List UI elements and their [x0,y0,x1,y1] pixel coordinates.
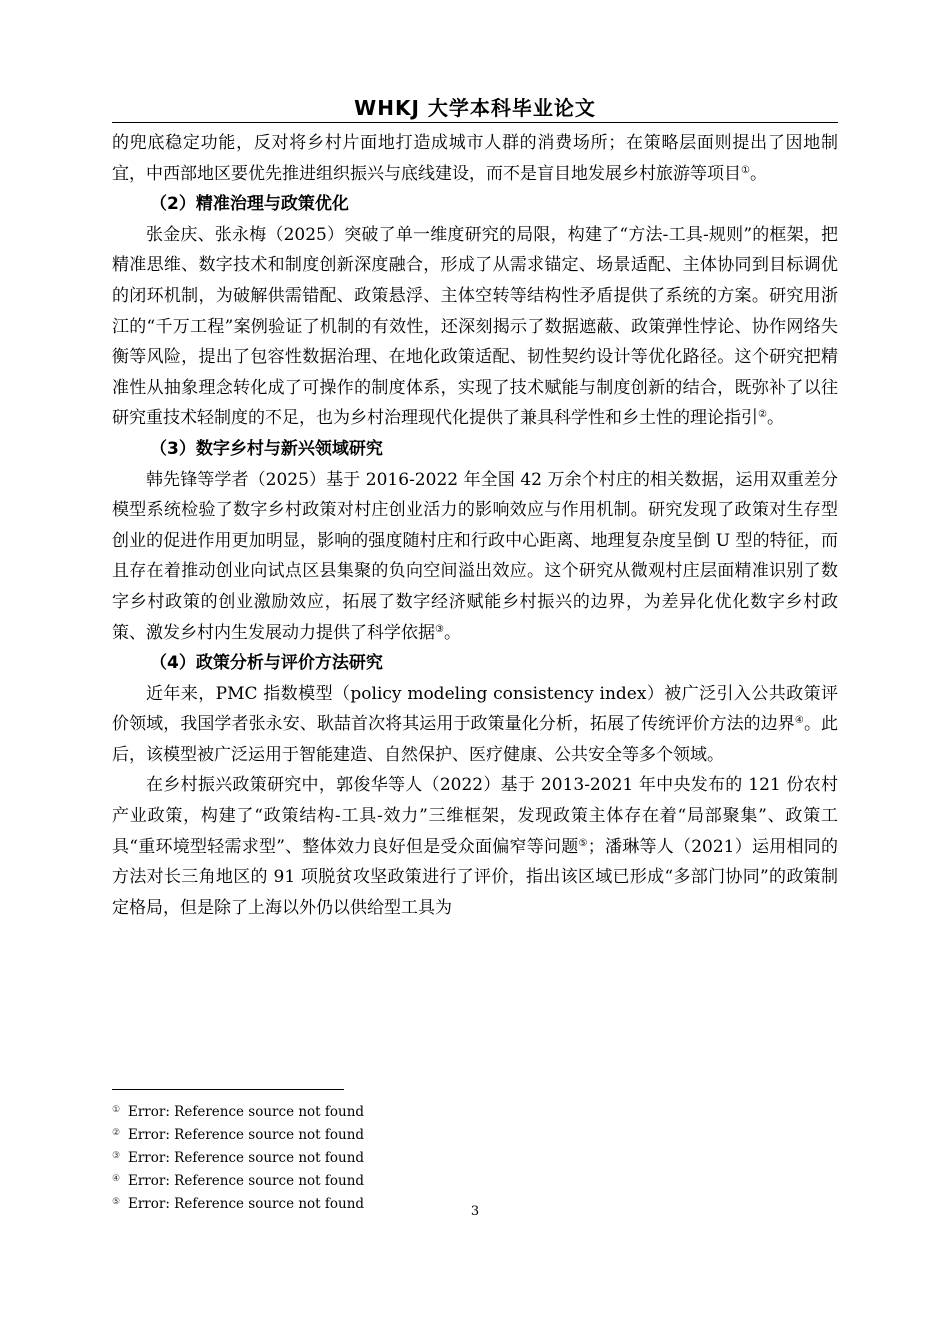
paragraph-digital-village [112,465,838,649]
section-heading-digital-village: （3）数字乡村与新兴领域研究 [150,438,383,459]
footnote-text: Error: Reference source not found [128,1173,365,1189]
footnote-ref-4[interactable]: ④ [794,715,804,727]
footnote-separator [112,1089,344,1090]
paragraph-text: 近年来，PMC 指数模型（policy modeling consistency index）被广泛引入公共政策评价领域，我国学者张永安、耿喆首次将其运用于政策量化分析，拓展了传统评价方法的边界 [112,683,838,735]
section-heading-policy-analysis: （4）政策分析与评价方法研究 [150,653,383,674]
footnote-mark: ① [112,1105,121,1115]
footnote-text: Error: Reference source not found [128,1150,365,1166]
footnote-text: Error: Reference source not found [128,1127,365,1143]
page-number: 3 [470,1204,480,1219]
paragraph-tail: 。此后，该模型被广泛运用于智能建造、自然保护、医疗健康、公共安全等多个领域。 [112,714,839,765]
paragraph-text: 韩先锋等学者（2025）基于 2016-2022 年全国 42 万余个村庄的相关数据，运用双重差分模型系统检验了数字乡村政策对村庄创业活力的影响效应与作用机制。研究发现了政策对生存型创业的促进作用更加明显，影响的强度随村庄和行政中心距离、地理复杂度呈倒 U 型的特征，而且存在着推动创业向试点区县集聚的负向空间溢出效应。这个研究从微观村庄层面精准识别了数字乡村政策的创业激励效应，拓展了数字经济赋能乡村振兴的边界，为差异化优化数字乡村政策、激发乡村内生发展动力提供了科学依据 [112,469,838,643]
document-body [112,128,838,923]
footnote-mark: ⑤ [112,1197,121,1207]
footnote-item [112,1123,712,1146]
paragraph-tail: 。 [749,163,767,184]
footnote-item [112,1169,712,1192]
header-rule [112,122,838,123]
paragraph-precision-governance [112,220,838,434]
footnote-ref-5[interactable]: ⑤ [578,837,588,849]
paragraph-continuation [112,128,838,189]
paragraph-text: 的兜底稳定功能，反对将乡村片面地打造成城市人群的消费场所；在策略层面则提出了因地制宜，中西部地区要优先推进组织振兴与底线建设，而不是盲目地发展乡村旅游等项目 [112,133,838,184]
paragraph-tail: ；潘琳等人（2021）运用相同的方法对长三角地区的 91 项脱贫攻坚政策进行了评价，指出该区域已形成“多部门协同”的政策制定格局，但是除了上海以外仍以供给型工具为 [112,836,838,918]
paragraph-text: 张金庆、张永梅（2025）突破了单一维度研究的局限，构建了“方法-工具-规则”的框架，把精准思维、数字技术和制度创新深度融合，形成了从需求锚定、场景适配、主体协同到目标调优的闭环机制，为破解供需错配、政策悬浮、主体空转等结构性矛盾提供了系统的方案。研究用浙江的“千万工程”案例验证了机制的有效性，还深刻揭示了数据遮蔽、政策弹性悖论、协作网络失衡等风险，提出了包容性数据治理、在地化政策适配、韧性契约设计等优化路径。这个研究把精准性从抽象理念转化成了可操作的制度体系，实现了技术赋能与制度创新的结合，既弥补了以往研究重技术轻制度的不足，也为乡村治理现代化提供了兼具科学性和乡土性的理论指引 [112,224,838,429]
footnote-ref-1[interactable]: ① [741,164,750,176]
paragraph-rural-revitalization [112,770,838,923]
footnote-item [112,1100,712,1123]
section-heading-precision-governance: （2）精准治理与政策优化 [150,194,349,215]
paragraph-tail: 。 [766,408,784,429]
paragraph-tail: 。 [443,622,461,643]
footnote-ref-3[interactable]: ③ [435,623,444,635]
footnote-mark: ④ [112,1174,121,1184]
paragraph-pmc-index [112,679,838,771]
paragraph-text: 在乡村振兴政策研究中，郭俊华等人（2022）基于 2013-2021 年中央发布的 121 份农村产业政策，构建了“政策结构-工具-效力”三维框架，发现政策主体存在着“局部聚集”、政策工具“重环境型轻需求型”、整体效力良好但是受众面偏窄等问题 [112,775,838,857]
page-header-title: WHKJ 大学本科毕业论文 [354,96,596,120]
footnote-item [112,1146,712,1169]
footnote-text: Error: Reference source not found [128,1104,365,1120]
footnote-text: Error: Reference source not found [128,1196,365,1212]
footnote-ref-2[interactable]: ② [758,409,767,421]
footnote-mark: ③ [112,1151,121,1161]
footnotes-list [112,1100,712,1215]
footnote-mark: ② [112,1128,121,1138]
